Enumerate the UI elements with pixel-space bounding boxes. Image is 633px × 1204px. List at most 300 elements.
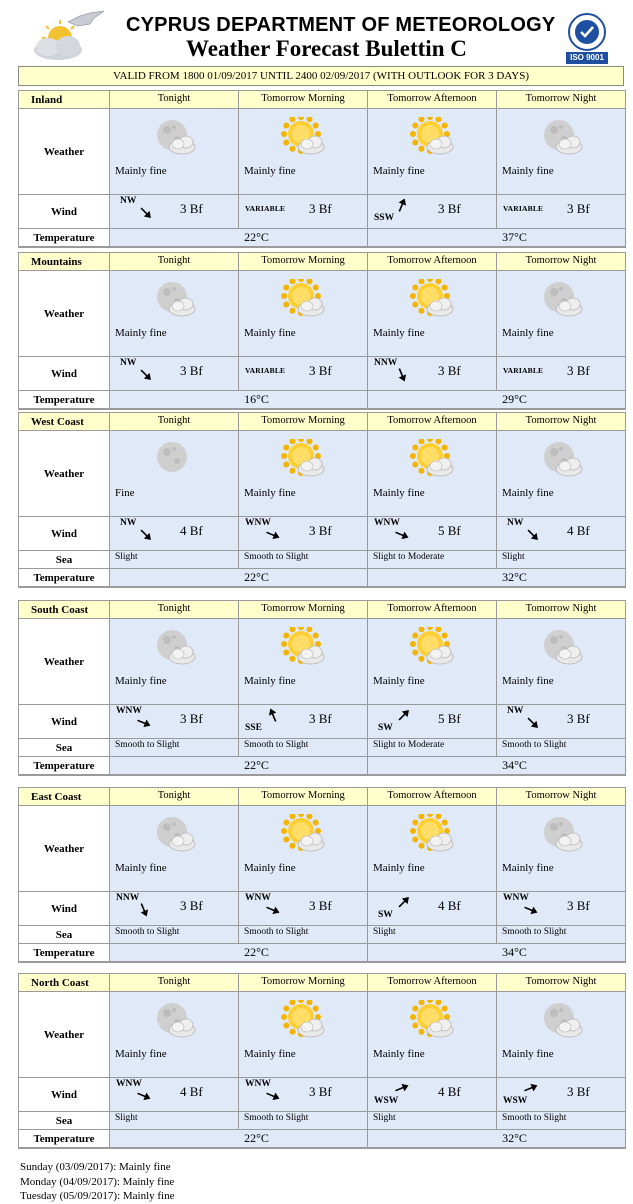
temperature-cell — [368, 229, 625, 247]
weather-text: Mainly fine — [115, 1048, 167, 1060]
moon-cloud-icon — [537, 627, 585, 667]
wind-force: 3 Bf — [567, 1084, 590, 1099]
wind-cell — [239, 705, 368, 739]
outlook-day: Tuesday (05/09/2017): Mainly fine — [20, 1190, 175, 1202]
wind-arrow-icon — [522, 712, 545, 735]
period-header: Tomorrow Morning — [239, 413, 368, 431]
wind-arrow-icon — [135, 524, 158, 547]
wind-direction: WNW — [245, 893, 271, 903]
weather-cell — [368, 109, 497, 195]
region-header-row — [19, 601, 625, 619]
sea-label: Sea — [19, 739, 110, 757]
sea-cell — [497, 551, 625, 569]
wind-cell — [497, 357, 625, 391]
weather-label: Weather — [19, 619, 110, 705]
sea-state: Smooth to Slight — [244, 1113, 309, 1123]
outlook-day: Monday (04/09/2017): Mainly fine — [20, 1175, 175, 1188]
wind-cell — [239, 1078, 368, 1112]
weather-text: Mainly fine — [244, 675, 296, 687]
weather-cell — [110, 431, 239, 517]
period-header: Tomorrow Morning — [239, 974, 368, 992]
wind-direction: VARIABLE — [245, 366, 286, 375]
wind-row — [19, 705, 625, 739]
temperature-value: 32°C — [502, 570, 527, 584]
weather-label: Weather — [19, 992, 110, 1078]
region-header-row — [19, 788, 625, 806]
region-block — [18, 252, 626, 410]
temperature-row — [19, 229, 625, 247]
wind-cell — [110, 357, 239, 391]
weather-text: Mainly fine — [373, 675, 425, 687]
wind-cell — [368, 195, 497, 229]
temperature-cell — [110, 391, 368, 409]
moon-icon — [150, 439, 198, 479]
sea-cell — [239, 1112, 368, 1130]
sea-state: Slight — [502, 552, 525, 562]
wind-force: 5 Bf — [438, 711, 461, 726]
sea-state: Smooth to Slight — [244, 927, 309, 937]
temperature-cell — [368, 757, 625, 775]
region-name: Inland — [19, 91, 110, 109]
period-header: Tonight — [110, 413, 239, 431]
wind-label: Wind — [19, 705, 110, 739]
sea-cell — [239, 739, 368, 757]
sea-state: Slight — [115, 552, 138, 562]
period-header: Tonight — [110, 253, 239, 271]
temperature-cell — [110, 1130, 368, 1148]
wind-cell — [497, 705, 625, 739]
moon-cloud-icon — [537, 439, 585, 479]
wind-force: 3 Bf — [567, 201, 590, 216]
moon-cloud-icon — [150, 814, 198, 854]
weather-text: Mainly fine — [244, 165, 296, 177]
wind-direction: VARIABLE — [503, 204, 544, 213]
weather-row — [19, 992, 625, 1078]
wind-force: 3 Bf — [438, 201, 461, 216]
moon-cloud-icon — [537, 117, 585, 157]
wind-arrow-icon — [135, 364, 158, 387]
weather-cell — [239, 109, 368, 195]
region-block — [18, 787, 626, 963]
region-header-row — [19, 413, 625, 431]
region-name: North Coast — [19, 974, 110, 992]
weather-label: Weather — [19, 431, 110, 517]
temperature-cell — [110, 944, 368, 962]
wind-cell — [368, 1078, 497, 1112]
wind-force: 5 Bf — [438, 523, 461, 538]
period-header: Tomorrow Night — [497, 601, 625, 619]
weather-cell — [239, 431, 368, 517]
wind-force: 3 Bf — [309, 363, 332, 378]
weather-cell — [110, 271, 239, 357]
sea-cell — [497, 926, 625, 944]
wind-direction: WNW — [374, 518, 400, 528]
weather-text: Mainly fine — [502, 862, 554, 874]
moon-cloud-icon — [150, 1000, 198, 1040]
weather-cell — [239, 806, 368, 892]
temperature-cell — [110, 569, 368, 587]
wind-direction: NW — [120, 358, 137, 368]
wind-arrow-icon — [393, 891, 416, 914]
wind-direction: NNW — [374, 358, 398, 368]
weather-text: Mainly fine — [502, 327, 554, 339]
wind-force: 4 Bf — [180, 1084, 203, 1099]
period-header: Tomorrow Afternoon — [368, 253, 497, 271]
wind-arrow-icon — [522, 524, 545, 547]
temperature-label: Temperature — [19, 391, 110, 409]
wind-cell — [239, 195, 368, 229]
sun-cloud-icon — [279, 627, 327, 667]
weather-text: Mainly fine — [502, 165, 554, 177]
sun-cloud-icon — [408, 1000, 456, 1040]
sea-cell — [110, 551, 239, 569]
weather-cell — [239, 271, 368, 357]
period-header: Tomorrow Afternoon — [368, 91, 497, 109]
moon-cloud-icon — [150, 279, 198, 319]
region-header-row — [19, 974, 625, 992]
wind-force: 3 Bf — [309, 898, 332, 913]
wind-force: 3 Bf — [309, 201, 332, 216]
wind-arrow-icon — [135, 202, 158, 225]
weather-cell — [239, 992, 368, 1078]
period-header: Tonight — [110, 974, 239, 992]
period-header: Tomorrow Afternoon — [368, 413, 497, 431]
period-header: Tomorrow Afternoon — [368, 788, 497, 806]
sun-cloud-icon — [279, 117, 327, 157]
sea-cell — [497, 1112, 625, 1130]
weather-text: Mainly fine — [502, 1048, 554, 1060]
temperature-value: 37°C — [502, 230, 527, 244]
weather-cell — [368, 271, 497, 357]
period-header: Tomorrow Morning — [239, 91, 368, 109]
wind-label: Wind — [19, 517, 110, 551]
period-header: Tonight — [110, 788, 239, 806]
wind-cell — [368, 705, 497, 739]
sea-state: Smooth to Slight — [115, 740, 180, 750]
wind-force: 3 Bf — [180, 201, 203, 216]
weather-text: Mainly fine — [115, 862, 167, 874]
period-header: Tomorrow Afternoon — [368, 974, 497, 992]
moon-cloud-icon — [150, 627, 198, 667]
sea-state: Smooth to Slight — [502, 740, 567, 750]
temperature-row — [19, 391, 625, 409]
iso-label: ISO 9001 — [566, 52, 608, 64]
wind-direction: NW — [120, 196, 137, 206]
weather-text: Mainly fine — [244, 862, 296, 874]
sun-cloud-icon — [408, 279, 456, 319]
wind-cell — [110, 705, 239, 739]
weather-cell — [497, 109, 625, 195]
wind-cell — [497, 892, 625, 926]
period-header: Tomorrow Morning — [239, 788, 368, 806]
moon-cloud-icon — [537, 814, 585, 854]
validity-banner: VALID FROM 1800 01/09/2017 UNTIL 2400 02/09/2017 (WITH OUTLOOK FOR 3 DAYS) — [18, 66, 624, 86]
wind-cell — [497, 1078, 625, 1112]
region-name: Mountains — [19, 253, 110, 271]
moon-cloud-icon — [150, 117, 198, 157]
period-header: Tonight — [110, 91, 239, 109]
sea-state: Slight — [115, 1113, 138, 1123]
wind-direction: WSW — [503, 1096, 528, 1106]
period-header: Tomorrow Afternoon — [368, 601, 497, 619]
temperature-cell — [368, 391, 625, 409]
sun-cloud-icon — [408, 814, 456, 854]
wind-cell — [110, 195, 239, 229]
period-header: Tonight — [110, 601, 239, 619]
region-header-row — [19, 253, 625, 271]
wind-direction: WNW — [116, 706, 142, 716]
wind-row — [19, 357, 625, 391]
temperature-value: 22°C — [244, 945, 269, 959]
wind-direction: VARIABLE — [245, 204, 286, 213]
weather-text: Fine — [115, 487, 135, 499]
region-header-row — [19, 91, 625, 109]
region-name: West Coast — [19, 413, 110, 431]
region-block — [18, 90, 626, 248]
wind-force: 3 Bf — [180, 363, 203, 378]
temperature-row — [19, 569, 625, 587]
period-header: Tomorrow Night — [497, 974, 625, 992]
wind-direction: SSW — [374, 213, 395, 223]
temperature-label: Temperature — [19, 944, 110, 962]
wind-label: Wind — [19, 1078, 110, 1112]
sea-cell — [239, 926, 368, 944]
wind-force: 3 Bf — [567, 898, 590, 913]
wind-cell — [368, 357, 497, 391]
wind-arrow-icon — [393, 704, 416, 727]
sea-label: Sea — [19, 551, 110, 569]
period-header: Tomorrow Night — [497, 788, 625, 806]
sea-state: Smooth to Slight — [502, 1113, 567, 1123]
wind-row — [19, 892, 625, 926]
weather-cell — [110, 806, 239, 892]
weather-text: Mainly fine — [373, 165, 425, 177]
weather-cell — [239, 619, 368, 705]
weather-cell — [497, 619, 625, 705]
temperature-value: 22°C — [244, 1131, 269, 1145]
wind-direction: SW — [378, 723, 393, 733]
wind-direction: NW — [507, 706, 524, 716]
temperature-value: 22°C — [244, 758, 269, 772]
wind-direction: WSW — [374, 1096, 399, 1106]
wind-cell — [497, 517, 625, 551]
iso-seal-icon — [562, 12, 612, 52]
weather-text: Mainly fine — [502, 487, 554, 499]
temperature-label: Temperature — [19, 229, 110, 247]
weather-row — [19, 109, 625, 195]
temperature-label: Temperature — [19, 757, 110, 775]
weather-text: Mainly fine — [373, 1048, 425, 1060]
bulletin-title: Weather Forecast Bulettin C — [186, 36, 467, 61]
sun-cloud-icon — [279, 279, 327, 319]
weather-text: Mainly fine — [502, 675, 554, 687]
temperature-cell — [368, 1130, 625, 1148]
wind-row — [19, 1078, 625, 1112]
wind-force: 4 Bf — [438, 898, 461, 913]
temperature-cell — [368, 569, 625, 587]
weather-cell — [110, 619, 239, 705]
sea-state: Slight — [373, 927, 396, 937]
wind-cell — [110, 892, 239, 926]
sea-cell — [110, 926, 239, 944]
temperature-row — [19, 1130, 625, 1148]
sea-row — [19, 926, 625, 944]
wind-row — [19, 517, 625, 551]
sea-state: Smooth to Slight — [244, 740, 309, 750]
wind-cell — [110, 1078, 239, 1112]
cyprus-weather-logo-icon — [28, 10, 108, 64]
region-block — [18, 412, 626, 588]
wind-force: 3 Bf — [567, 711, 590, 726]
weather-text: Mainly fine — [373, 327, 425, 339]
outlook-day: Sunday (03/09/2017): Mainly fine — [20, 1161, 171, 1173]
sea-state: Smooth to Slight — [244, 552, 309, 562]
wind-row — [19, 195, 625, 229]
weather-row — [19, 431, 625, 517]
wind-cell — [239, 892, 368, 926]
temperature-label: Temperature — [19, 1130, 110, 1148]
region-block — [18, 973, 626, 1149]
sea-cell — [368, 926, 497, 944]
temperature-value: 34°C — [502, 758, 527, 772]
sea-state: Smooth to Slight — [502, 927, 567, 937]
wind-force: 3 Bf — [567, 363, 590, 378]
wind-direction: WNW — [503, 893, 529, 903]
moon-cloud-icon — [537, 1000, 585, 1040]
period-header: Tomorrow Night — [497, 253, 625, 271]
weather-cell — [497, 806, 625, 892]
weather-cell — [497, 992, 625, 1078]
wind-arrow-icon — [263, 705, 284, 726]
wind-cell — [368, 892, 497, 926]
wind-cell — [110, 517, 239, 551]
weather-cell — [110, 109, 239, 195]
sea-cell — [239, 551, 368, 569]
sun-cloud-icon — [408, 439, 456, 479]
temperature-value: 22°C — [244, 570, 269, 584]
wind-direction: WNW — [245, 518, 271, 528]
wind-arrow-icon — [392, 195, 413, 216]
wind-direction: SSE — [245, 723, 262, 733]
sea-state: Slight to Moderate — [373, 740, 445, 750]
temperature-value: 16°C — [244, 392, 269, 406]
weather-row — [19, 806, 625, 892]
weather-text: Mainly fine — [115, 165, 167, 177]
weather-cell — [497, 431, 625, 517]
wind-cell — [497, 195, 625, 229]
weather-label: Weather — [19, 806, 110, 892]
weather-cell — [368, 806, 497, 892]
sea-state: Slight — [373, 1113, 396, 1123]
temperature-value: 22°C — [244, 230, 269, 244]
wind-direction: VARIABLE — [503, 366, 544, 375]
period-header: Tomorrow Morning — [239, 253, 368, 271]
sea-state: Slight to Moderate — [373, 552, 445, 562]
wind-direction: WNW — [116, 1079, 142, 1089]
wind-force: 4 Bf — [180, 523, 203, 538]
sea-label: Sea — [19, 926, 110, 944]
outlook-section — [20, 1160, 175, 1204]
region-block — [18, 600, 626, 776]
wind-direction: NW — [507, 518, 524, 528]
sea-cell — [368, 551, 497, 569]
wind-force: 3 Bf — [309, 711, 332, 726]
weather-text: Mainly fine — [244, 327, 296, 339]
wind-cell — [239, 517, 368, 551]
weather-cell — [368, 619, 497, 705]
temperature-value: 29°C — [502, 392, 527, 406]
sea-cell — [110, 739, 239, 757]
region-name: East Coast — [19, 788, 110, 806]
sea-cell — [368, 1112, 497, 1130]
temperature-label: Temperature — [19, 569, 110, 587]
weather-row — [19, 619, 625, 705]
temperature-value: 34°C — [502, 945, 527, 959]
wind-force: 4 Bf — [567, 523, 590, 538]
weather-text: Mainly fine — [115, 327, 167, 339]
wind-direction: NW — [120, 518, 137, 528]
sea-cell — [497, 739, 625, 757]
sun-cloud-icon — [279, 1000, 327, 1040]
weather-text: Mainly fine — [244, 1048, 296, 1060]
weather-cell — [368, 431, 497, 517]
period-header: Tomorrow Morning — [239, 601, 368, 619]
wind-direction: WNW — [245, 1079, 271, 1089]
temperature-value: 32°C — [502, 1131, 527, 1145]
temperature-row — [19, 757, 625, 775]
wind-direction: SW — [378, 910, 393, 920]
wind-force: 3 Bf — [309, 1084, 332, 1099]
temperature-cell — [110, 229, 368, 247]
weather-cell — [497, 271, 625, 357]
weather-text: Mainly fine — [373, 487, 425, 499]
moon-cloud-icon — [537, 279, 585, 319]
wind-label: Wind — [19, 892, 110, 926]
sea-state: Smooth to Slight — [115, 927, 180, 937]
weather-text: Mainly fine — [244, 487, 296, 499]
wind-label: Wind — [19, 357, 110, 391]
page-header — [0, 0, 633, 64]
weather-row — [19, 271, 625, 357]
sea-row — [19, 551, 625, 569]
department-title: CYPRUS DEPARTMENT OF METEOROLOGY — [126, 14, 556, 36]
temperature-cell — [368, 944, 625, 962]
region-name: South Coast — [19, 601, 110, 619]
sun-cloud-icon — [279, 439, 327, 479]
temperature-cell — [110, 757, 368, 775]
sea-label: Sea — [19, 1112, 110, 1130]
wind-force: 3 Bf — [438, 363, 461, 378]
sun-cloud-icon — [408, 117, 456, 157]
weather-text: Mainly fine — [373, 862, 425, 874]
sea-row — [19, 739, 625, 757]
wind-force: 4 Bf — [438, 1084, 461, 1099]
period-header: Tomorrow Night — [497, 91, 625, 109]
weather-text: Mainly fine — [115, 675, 167, 687]
weather-label: Weather — [19, 271, 110, 357]
sun-cloud-icon — [408, 627, 456, 667]
sea-cell — [110, 1112, 239, 1130]
wind-cell — [239, 357, 368, 391]
period-header: Tomorrow Night — [497, 413, 625, 431]
weather-cell — [110, 992, 239, 1078]
weather-label: Weather — [19, 109, 110, 195]
weather-cell — [368, 992, 497, 1078]
sun-cloud-icon — [279, 814, 327, 854]
wind-cell — [368, 517, 497, 551]
wind-force: 3 Bf — [180, 711, 203, 726]
wind-direction: NNW — [116, 893, 140, 903]
